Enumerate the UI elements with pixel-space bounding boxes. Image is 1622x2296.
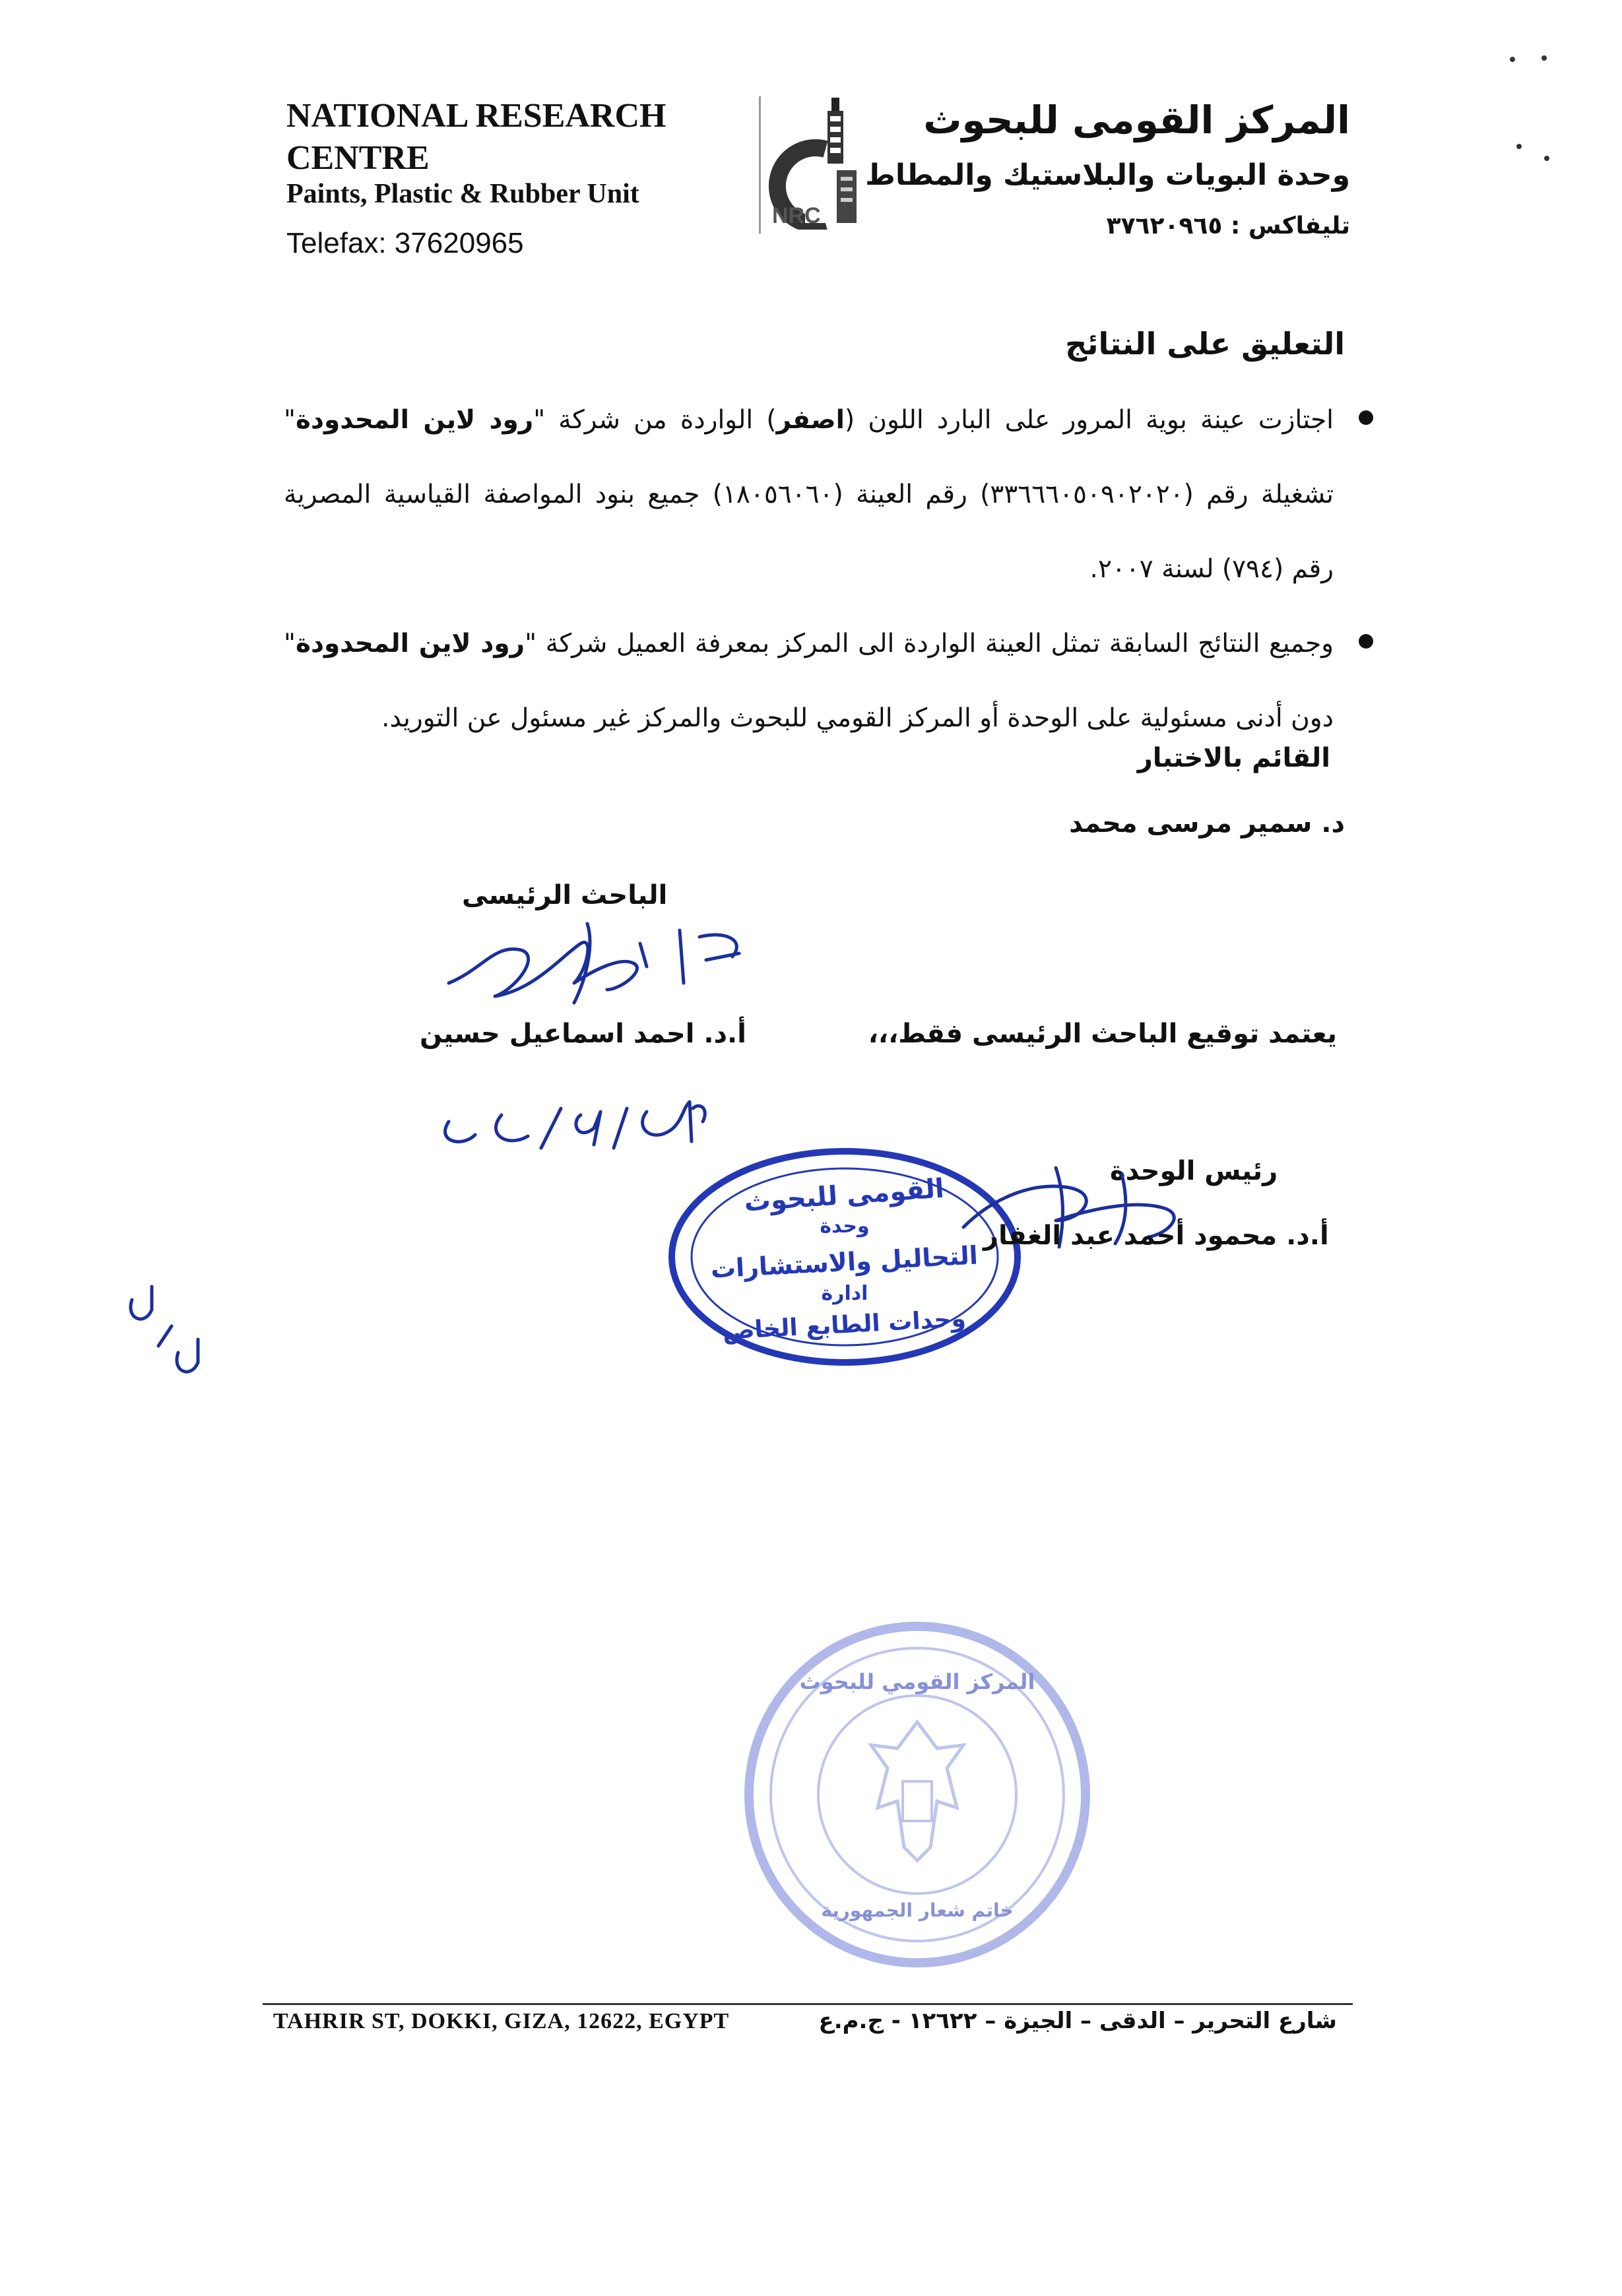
arabic-org-name: المركز القومى للبحوث <box>923 98 1350 143</box>
scan-speck <box>1541 55 1547 61</box>
arabic-address: شارع التحرير – الدقى – الجيزة – ١٢٦٢٢ - ج.م.ع <box>818 2008 1337 2034</box>
header-divider <box>759 96 761 234</box>
results-comment-heading: التعليق على النتائج <box>1065 326 1345 362</box>
company-name: رود لاين المحدودة <box>295 405 534 435</box>
chief-researcher-name: أ.د. احمد اسماعيل حسين <box>420 1019 746 1049</box>
oval-stamp-line-5: وحدات الطابع الخاص <box>722 1305 967 1345</box>
english-org-name-line2: CENTRE <box>286 139 430 177</box>
english-org-name-line1: NATIONAL RESEARCH <box>286 97 666 135</box>
oval-stamp-line-1: القومى للبحوث <box>743 1173 946 1218</box>
english-org-name <box>286 95 666 179</box>
scan-speck <box>1544 156 1549 161</box>
oval-stamp-line-2: وحدة <box>820 1215 870 1238</box>
paint-color: اصفر <box>776 405 845 435</box>
bullet-icon <box>1359 410 1373 425</box>
results-list <box>284 383 1382 755</box>
oval-stamp-line-4: ادارة <box>821 1282 868 1305</box>
scan-speck <box>1516 144 1522 149</box>
tester-name: د. سمير مرسى محمد <box>1069 808 1345 839</box>
english-unit-name: Paints, Plastic & Rubber Unit <box>286 179 639 209</box>
unit-head-name: أ.د. محمود أحمد عبد الغفار <box>983 1221 1329 1251</box>
footer-divider <box>263 2003 1353 2005</box>
bullet-icon <box>1359 634 1373 649</box>
english-address: TAHRIR ST, DOKKI, GIZA, 12622, EGYPT <box>273 2009 730 2033</box>
chief-researcher-label: الباحث الرئيسى <box>462 880 668 910</box>
eagle-emblem-icon <box>871 1722 963 1861</box>
arabic-telefax: تليفاكس : ٣٧٦٢٠٩٦٥ <box>1106 212 1350 239</box>
round-stamp-top-text: المركز القومي للبحوث <box>799 1669 1035 1694</box>
handwritten-date-text: ٢٠٢٠/٩/٢٨ <box>429 1082 432 1083</box>
scan-speck <box>1510 57 1515 62</box>
chief-researcher-signature <box>422 904 765 1016</box>
handwritten-page-number <box>119 1273 218 1386</box>
round-stamp-bottom-text: خاتم شعار الجمهورية <box>821 1899 1014 1921</box>
round-emblem-stamp <box>726 1610 1109 1979</box>
result-bullet-compliance: اجتازت عينة بوية المرور على البارد اللون (اصفر) الواردة من شركة "رود لاين المحدودة" تشغيلة رقم (٣٣٦٦٦٠٥٠٩٠٢٠٢٠) رقم العينة (١٨٠٥٦٠٦٠) جميع بنود المواصفة القياسية المصرية رقم (٧٩٤) لسنة ٢٠٠٧. <box>284 383 1382 606</box>
handwritten-page-number-text: ٢/٢ <box>119 1273 120 1274</box>
company-name: رود لاين المحدودة <box>295 629 525 658</box>
result-bullet-disclaimer: وجميع النتائج السابقة تمثل العينة الواردة الى المركز بمعرفة العميل شركة "رود لاين المحدودة" دون أدنى مسئولية على الوحدة أو المركز القومي للبحوث والمركز غير مسئول عن التوريد. <box>284 606 1382 755</box>
approval-note: يعتمد توقيع الباحث الرئيسى فقط،،، <box>868 1019 1337 1049</box>
tester-label: القائم بالاختبار <box>1137 743 1330 773</box>
oval-stamp-line-3: التحاليل والاستشارات <box>709 1240 979 1284</box>
arabic-unit-name: وحدة البويات والبلاستيك والمطاط <box>865 158 1350 192</box>
nrc-logo <box>763 91 868 230</box>
english-telefax: Telefax: 37620965 <box>286 227 524 259</box>
unit-head-label: رئيس الوحدة <box>1110 1156 1278 1186</box>
nrc-logo-text: NRC <box>772 203 821 228</box>
